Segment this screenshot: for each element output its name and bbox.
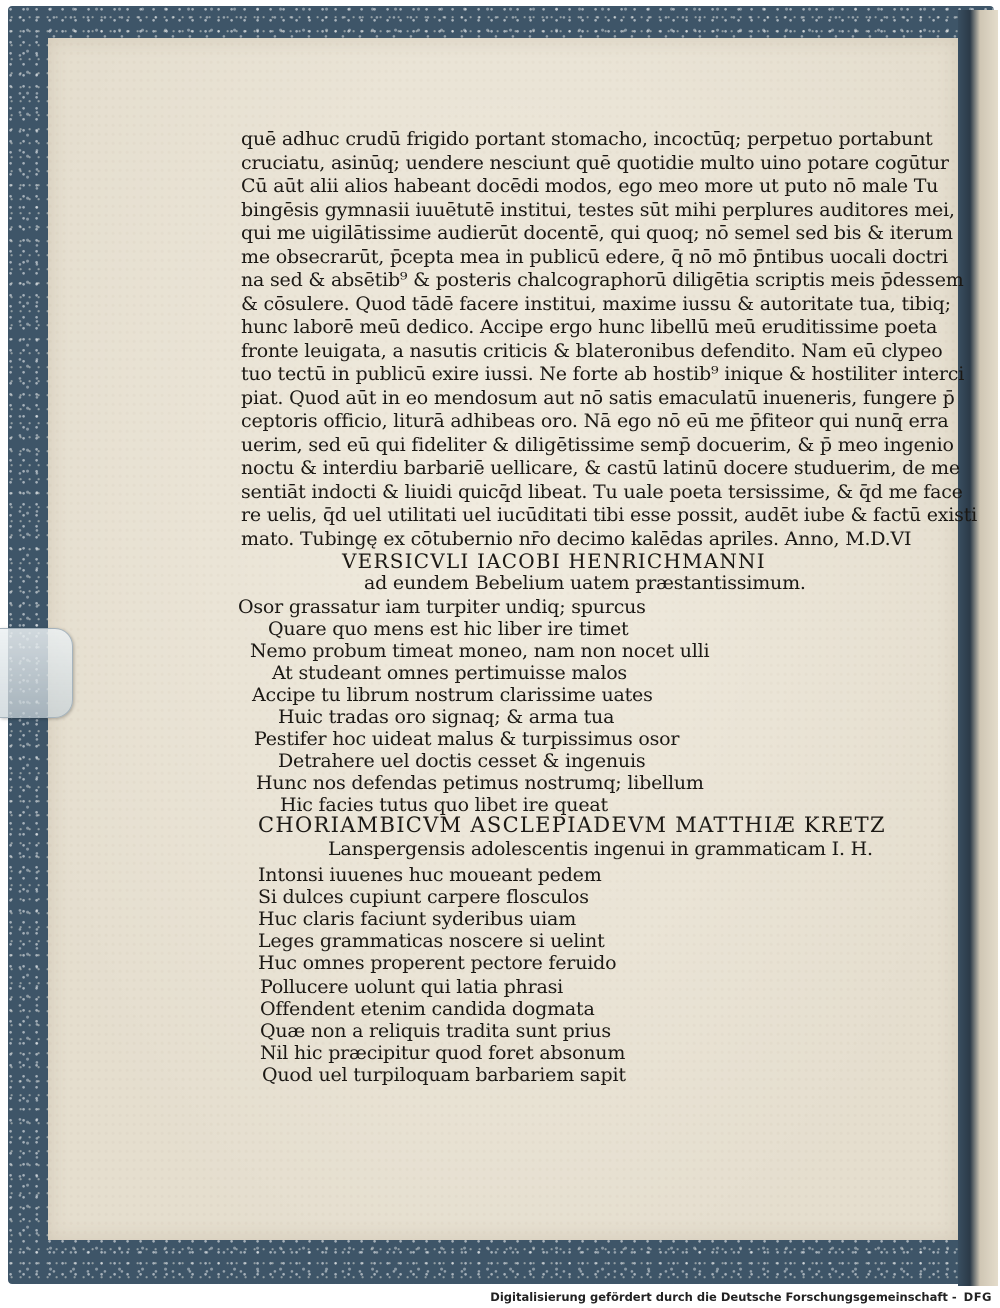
verse-line: Accipe tu librum nostrum clarissime uates: [252, 684, 653, 706]
verse-line: Detrahere uel doctis cesset & ingenuis: [278, 750, 646, 772]
prose-line: cruciatu, asinūq; uendere nesciunt quē quotidie multo uino potare cogūtur: [241, 152, 949, 174]
verse-line: Nemo probum timeat moneo, nam non nocet ulli: [250, 640, 710, 662]
dfg-logo: DFG: [963, 1290, 992, 1304]
prose-line: piat. Quod aūt in eo mendosum aut nō satis emaculatū inueneris, fungere p̄: [241, 387, 955, 409]
verse-line: Quare quo mens est hic liber ire timet: [268, 618, 629, 640]
verse-line: Pollucere uolunt qui latia phrasi: [260, 976, 564, 998]
prose-line: & cōsulere. Quod tādē facere institui, maxime iussu & autoritate tua, tibiq;: [241, 293, 951, 315]
prose-line: Cū aūt alii alios habeant docēdi modos, ego meo more ut puto nō male Tu: [241, 175, 939, 197]
verse-line: Nil hic præcipitur quod foret absonum: [260, 1042, 626, 1064]
page-clip-tab: [0, 628, 73, 718]
prose-line: sentiāt indocti & liuidi quicq̄d libeat. Tu uale poeta tersissime, & q̄d me face: [241, 481, 963, 503]
verse-line: Pestifer hoc uideat malus & turpissimus osor: [254, 728, 680, 750]
prose-line: me obsecrarūt, p̄cepta mea in publicū edere, q̄ nō mō p̄ntibus uocali doctri: [241, 246, 948, 268]
prose-line: hunc laborē meū dedico. Accipe ergo hunc libellū meū eruditissime poeta: [241, 316, 938, 338]
prose-line: uerim, sed eū qui fideliter & diligētissime semp̄ docuerim, & p̄ meo ingenio: [241, 434, 954, 456]
prose-line: fronte leuigata, a nasutis criticis & blateronibus defendito. Nam eū clypeo: [241, 340, 943, 362]
prose-line: mato. Tubingę ex cōtubernio nr̄o decimo kalēdas apriles. Anno, M.D.VI: [241, 528, 912, 550]
verse-line: At studeant omnes pertimuisse malos: [272, 662, 627, 684]
prose-line: quē adhuc crudū frigido portant stomacho, incoctūq; perpetuo portabunt: [241, 128, 933, 150]
verse-line: Huic tradas oro signaq; & arma tua: [278, 706, 615, 728]
heading-choriambicum-subtitle: Lanspergensis adolescentis ingenui in grammaticam I. H.: [328, 838, 873, 860]
verse-line: Intonsi iuuenes huc moueant pedem: [258, 864, 602, 886]
heading-versiculi-subtitle: ad eundem Bebelium uatem præstantissimum.: [364, 572, 806, 594]
verse-line: Quæ non a reliquis tradita sunt prius: [260, 1020, 611, 1042]
verse-line: Quod uel turpiloquam barbariem sapit: [262, 1064, 626, 1086]
verse-line: Si dulces cupiunt carpere flosculos: [258, 886, 589, 908]
prose-line: tuo tectū in publicū exire iussi. Ne forte ab hostib⁹ inique & hostiliter interci: [241, 363, 965, 385]
funding-credit: Digitalisierung gefördert durch die Deutsche Forschungsgemeinschaft -: [490, 1290, 957, 1304]
prose-line: re uelis, q̄d uel utilitati uel iucūditati tibi esse possit, audēt iube & factū existi: [241, 504, 978, 526]
verse-line: Offendent etenim candida dogmata: [260, 998, 595, 1020]
prose-line: qui me uigilātissime audierūt docentē, qui quoq; nō semel sed bis & iterum: [241, 222, 953, 244]
verse-line: Hunc nos defendas petimus nostrumq; libellum: [256, 772, 704, 794]
prose-line: na sed & absētib⁹ & posteris chalcographorū diligētia scriptis meis p̄dessem: [241, 269, 964, 291]
verse-line: Osor grassatur iam turpiter undiq; spurcus: [238, 596, 646, 618]
prose-line: ceptoris officio, liturā adhibeas oro. Nā ego nō eū me p̄fiteor qui nunq̄ erra: [241, 410, 949, 432]
verse-line: Leges grammaticas noscere si uelint: [258, 930, 605, 952]
prose-line: bingēsis gymnasii iuuētutē institui, testes sūt mihi perplures auditores mei,: [241, 199, 955, 221]
prose-line: noctu & interdiu barbariē uellicare, & castū latinū docere studuerim, de me: [241, 457, 960, 479]
verse-line: Huc omnes properent pectore feruido: [258, 952, 617, 974]
verse-line: Hic facies tutus quo libet ire queat: [280, 794, 608, 816]
heading-versiculi: VERSICVLI IACOBI HENRICHMANNI: [342, 549, 766, 573]
book-spine-edge: [958, 10, 998, 1286]
verse-line: Huc claris faciunt syderibus uiam: [258, 908, 577, 930]
funding-footer: [490, 1290, 992, 1304]
heading-choriambicum: CHORIAMBICVM ASCLEPIADEVM MATTHIÆ KRETZ: [258, 813, 886, 837]
